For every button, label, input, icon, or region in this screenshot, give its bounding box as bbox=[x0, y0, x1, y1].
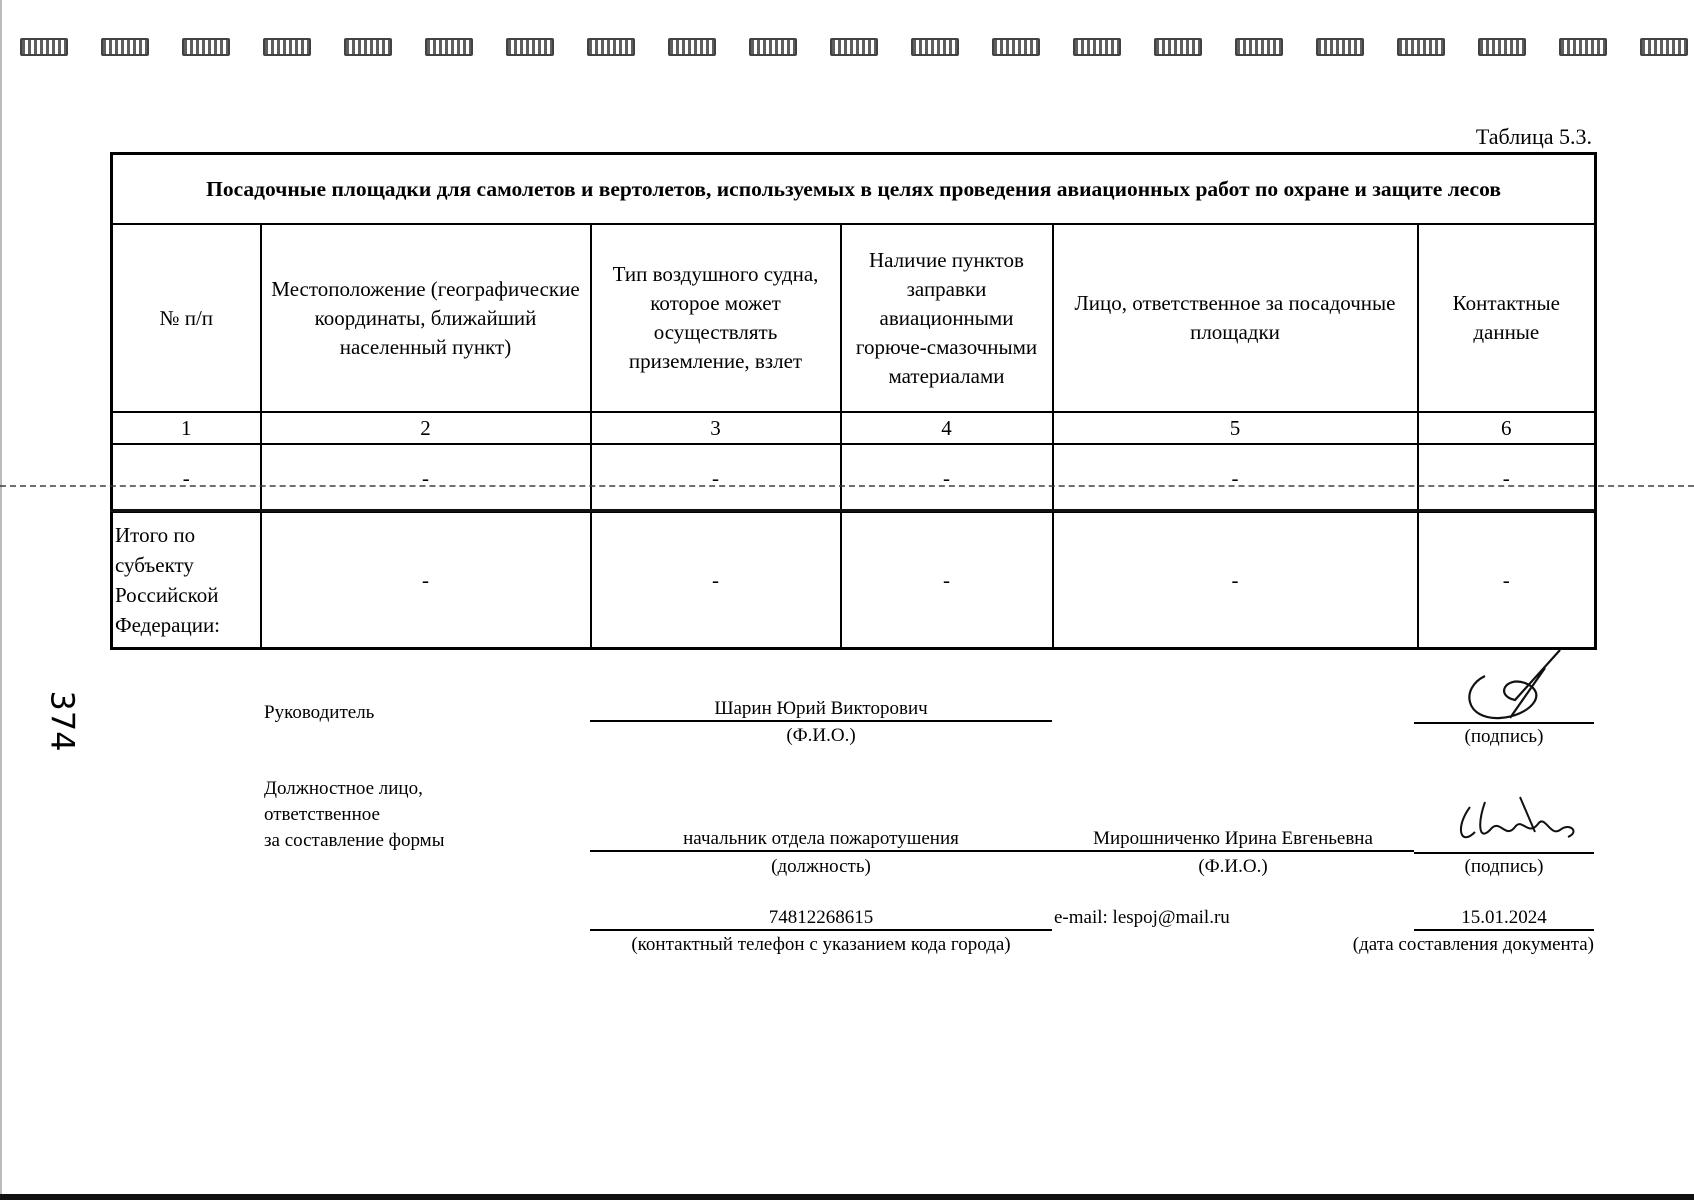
column-number: 5 bbox=[1053, 412, 1418, 444]
margin-page-number: 374 bbox=[43, 690, 82, 752]
perforation-hole bbox=[506, 38, 554, 56]
column-number: 6 bbox=[1418, 412, 1596, 444]
head-role-label: Руководитель bbox=[264, 702, 375, 723]
table-cell: - bbox=[841, 444, 1053, 512]
responsible-signature-caption: (подпись) bbox=[1464, 856, 1544, 877]
total-cell: - bbox=[261, 512, 591, 649]
header-row bbox=[112, 224, 1596, 412]
perforation-hole bbox=[749, 38, 797, 56]
scan-bottom-edge bbox=[0, 1194, 1694, 1200]
table-cell: - bbox=[112, 444, 261, 512]
document-date: 15.01.2024 bbox=[1414, 907, 1594, 931]
header-cell: № п/п bbox=[112, 224, 261, 412]
responsible-name: Мирошниченко Ирина Евгеньевна bbox=[1052, 828, 1414, 852]
perforation-hole bbox=[263, 38, 311, 56]
perforation-hole bbox=[1478, 38, 1526, 56]
responsible-role-line3: за составление формы bbox=[264, 830, 445, 851]
perforation-hole bbox=[344, 38, 392, 56]
head-name-caption: (Ф.И.О.) bbox=[786, 725, 856, 746]
perforation-hole bbox=[1559, 38, 1607, 56]
header-cell: Местоположение (географические координаты, ближайший населенный пункт) bbox=[261, 224, 591, 412]
perforation-hole bbox=[830, 38, 878, 56]
header-cell: Тип воздушного судна, которое может осуществлять приземление, взлет bbox=[591, 224, 841, 412]
head-signature-caption: (подпись) bbox=[1464, 726, 1544, 747]
responsible-signature-mark bbox=[1450, 792, 1590, 852]
perforation-hole bbox=[1397, 38, 1445, 56]
table-row bbox=[112, 444, 1596, 512]
perforation-hole bbox=[1073, 38, 1121, 56]
perforation-hole bbox=[1640, 38, 1688, 56]
perforation-hole bbox=[101, 38, 149, 56]
table-cell: - bbox=[591, 444, 841, 512]
total-cell: - bbox=[841, 512, 1053, 649]
header-cell: Контактные данные bbox=[1418, 224, 1596, 412]
responsible-signature-line bbox=[1414, 852, 1594, 854]
total-cell: - bbox=[1053, 512, 1418, 649]
perforation-hole bbox=[20, 38, 68, 56]
perforation-hole bbox=[668, 38, 716, 56]
responsible-role-line2: ответственное bbox=[264, 804, 380, 825]
header-cell: Наличие пунктов заправки авиационными горюче-смазочными материалами bbox=[841, 224, 1053, 412]
perforation-strip bbox=[20, 38, 1694, 62]
head-signature-mark bbox=[1455, 648, 1575, 728]
column-number: 3 bbox=[591, 412, 841, 444]
responsible-role-line1: Должностное лицо, bbox=[264, 778, 423, 799]
total-label: Итого по субъекту Российской Федерации: bbox=[112, 512, 261, 649]
table-caption: Таблица 5.3. bbox=[1475, 124, 1592, 149]
perforation-hole bbox=[911, 38, 959, 56]
contact-phone: 74812268615 bbox=[590, 907, 1052, 931]
column-number: 2 bbox=[261, 412, 591, 444]
contact-email: e-mail: lespoj@mail.ru bbox=[1054, 907, 1230, 928]
table-cell: - bbox=[1418, 444, 1596, 512]
perforation-hole bbox=[1316, 38, 1364, 56]
perforation-hole bbox=[425, 38, 473, 56]
perforation-hole bbox=[992, 38, 1040, 56]
table-title: Посадочные площадки для самолетов и вертолетов, используемых в целях проведения авиационных работ по охране и защите лесов bbox=[112, 154, 1596, 225]
document-date-caption: (дата составления документа) bbox=[1352, 934, 1594, 955]
perforation-hole bbox=[1154, 38, 1202, 56]
total-cell: - bbox=[1418, 512, 1596, 649]
table-cell: - bbox=[1053, 444, 1418, 512]
perforation-hole bbox=[182, 38, 230, 56]
perforation-hole bbox=[587, 38, 635, 56]
column-number: 1 bbox=[112, 412, 261, 444]
responsible-position: начальник отдела пожаротушения bbox=[590, 828, 1052, 852]
column-number: 4 bbox=[841, 412, 1053, 444]
responsible-name-caption: (Ф.И.О.) bbox=[1198, 856, 1268, 877]
perforation-hole bbox=[1235, 38, 1283, 56]
landing-sites-table bbox=[110, 152, 1597, 650]
responsible-position-caption: (должность) bbox=[771, 856, 871, 877]
table-cell: - bbox=[261, 444, 591, 512]
scan-artifact-line bbox=[110, 509, 1594, 512]
head-name: Шарин Юрий Викторович bbox=[590, 698, 1052, 722]
scan-artifact-line bbox=[0, 485, 1694, 487]
total-row bbox=[112, 512, 1596, 649]
page-left-edge bbox=[0, 0, 2, 1200]
contact-phone-caption: (контактный телефон с указанием кода города) bbox=[631, 934, 1011, 955]
total-cell: - bbox=[591, 512, 841, 649]
column-number-row bbox=[112, 412, 1596, 444]
header-cell: Лицо, ответственное за посадочные площадки bbox=[1053, 224, 1418, 412]
